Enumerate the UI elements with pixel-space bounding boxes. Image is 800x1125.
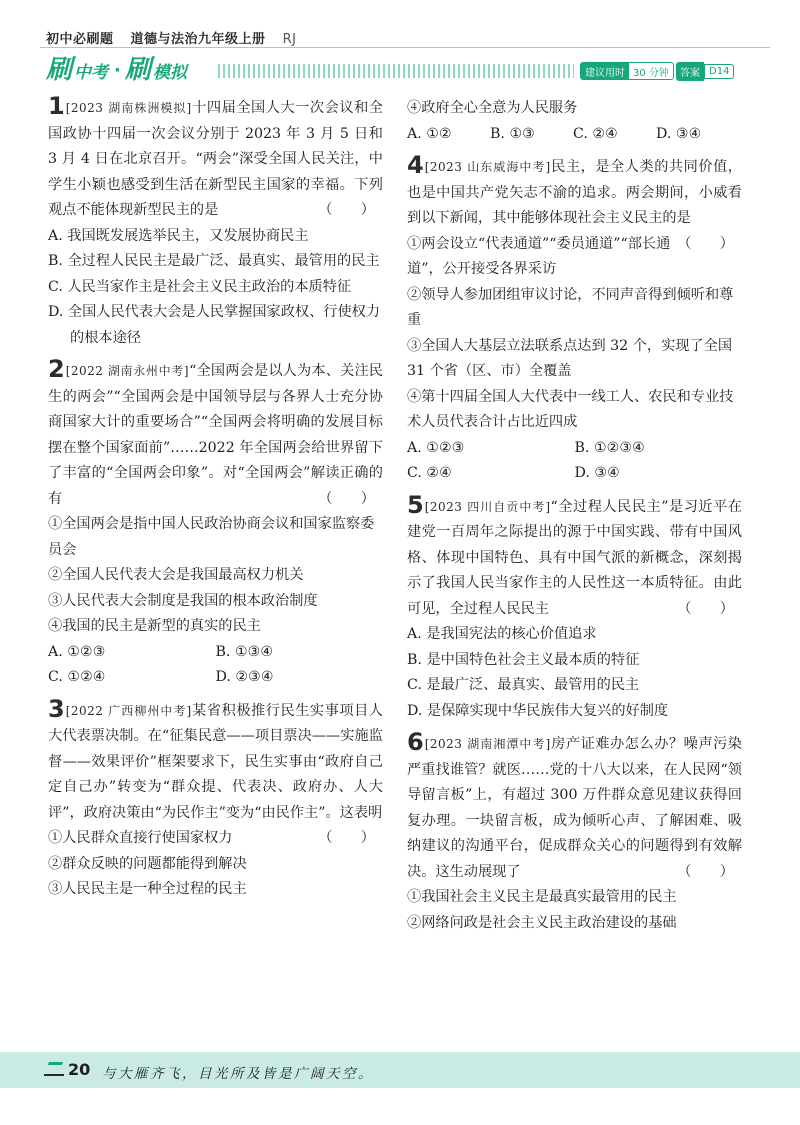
question-text: 十四届全国人大一次会议和全国政协十四届一次会议分别于 2023 年 3 月 5 日和 3 月 4 日在北京召开。“两会”深受全国人民关注，中学生小颖也感受到生活在新型民主国家的幸福。下列观点不能体现新型民主的是: [48, 100, 383, 218]
banner-word-2: 模拟: [152, 62, 187, 83]
answer-blank: （ ）: [318, 202, 375, 218]
suggested-time-badge: [580, 62, 674, 80]
question-4: [407, 151, 742, 487]
choice-row: [407, 436, 742, 462]
question-number: 5: [407, 490, 424, 519]
option-b: B. 是中国特色社会主义最本质的特征: [407, 651, 640, 668]
time-value: 30 分钟: [633, 67, 669, 79]
answer-blank: （ ）: [318, 830, 375, 846]
option-c: C. 是最广泛、最真实、最管用的民主: [407, 677, 640, 693]
right-column: [407, 96, 742, 944]
option-a: A. 我国既发展选举民主，又发展协商民主: [48, 227, 309, 244]
bird-logo-icon: [44, 1062, 64, 1076]
statement-1: ①人民群众直接行使国家权力: [48, 830, 233, 846]
question-3: [48, 694, 383, 903]
question-stem: [48, 92, 383, 224]
statement-4: ④我国的民主是新型的真实的民主: [48, 618, 261, 634]
answer-blank: （ ）: [318, 490, 375, 507]
statement-2: ②领导人参加团组审议讨论，不同声音得到倾听和尊重: [407, 286, 734, 328]
banner-stripes: [218, 64, 574, 78]
question-text: 房产证难办怎么办？噪声污染严重找谁管？就医……党的十八大以来，在人民网“领导留言板”上，有超过 300 万件群众意见建议获得回复办理。一块留言板，成为倾听心声、了解困难、吸纳建议的沟通平台，促成群众关心的问题得到有效解决。这生动展现了: [407, 736, 742, 880]
left-column: [48, 92, 383, 911]
question-number: 4: [407, 151, 424, 179]
question-number: 1: [48, 92, 65, 120]
answer-ref-badge: [676, 62, 734, 80]
choice-c: C. ②④: [573, 125, 618, 142]
option-d: D. 全国人民代表大会是人民掌握国家政权、行使权力的根本途径: [48, 304, 381, 346]
page-number: 20: [68, 1060, 91, 1079]
choice-a: A. ①②③: [48, 643, 106, 660]
page-footer: [0, 1052, 800, 1088]
question-source: [2022 广西柳州中考]: [65, 703, 192, 718]
choice-row: [48, 640, 383, 666]
statement-3: ③全国人大基层立法联系点达到 32 个，实现了全国 31 个省（区、市）全覆盖: [407, 337, 733, 379]
question-stem: [407, 728, 742, 885]
statement-2: ②全国人民代表大会是我国最高权力机关: [48, 567, 304, 583]
statement-4: ④政府全心全意为人民服务: [407, 100, 578, 116]
question-1: [48, 92, 383, 351]
question-text: “全过程人民民主”是习近平在建党一百周年之际提出的源于中国实践、带有中国风格、体现中国特色、具有中国气派的新概念，深刻揭示了我国人民当家作主的人民性这一本质特征。由此可见，全过程人民民主: [407, 498, 742, 617]
option-d: D. 是保障实现中华民族伟大复兴的好制度: [407, 702, 669, 719]
question-source: [2023 四川自贡中考]: [424, 499, 551, 514]
header-meta: [46, 28, 308, 47]
question-stem: [48, 355, 383, 512]
subject-name: 道德与法治九年级上册: [130, 32, 266, 47]
question-text: 民主，是全人类的共同价值，也是中国共产党矢志不渝的追求。两会期间，小威看到以下新闻，其中能够体现社会主义民主的是: [407, 159, 742, 226]
question-5: [407, 490, 742, 725]
banner-char-2: 刷: [124, 55, 151, 85]
page-header: [0, 0, 800, 90]
choice-row: [407, 122, 742, 148]
answer-blank: （ ）: [677, 863, 734, 880]
statement-3: ③人民民主是一种全过程的民主: [48, 881, 247, 897]
header-divider: [40, 47, 770, 48]
choice-d: D. ②③④: [215, 669, 274, 685]
banner-dot: ·: [114, 59, 121, 81]
statement-1: ①我国社会主义民主是最真实最管用的民主: [407, 889, 677, 905]
question-text: 某省积极推行民生实事项目人大代表票决制。在“征集民意——项目票决——实施监督——效果评价”框架要求下，民生实事由“政府自己定自己办”转变为“群众提、代表决、政府办、人大评”，政府决策由“为民作主”变为“由民作主”。这表明: [48, 702, 383, 821]
option-a: A. 是我国宪法的核心价值追求: [407, 626, 597, 642]
statement-4: ④第十四届全国人大代表中一线工人、农民和专业技术人员代表合计占比近四成: [407, 388, 734, 430]
answer-blank: （ ）: [677, 600, 734, 617]
question-number: 3: [48, 694, 65, 723]
question-number: 6: [407, 728, 424, 756]
choice-c: C. ①②④: [48, 669, 106, 685]
choice-d: D. ③④: [574, 465, 620, 481]
statement-2: ②群众反映的问题都能得到解决: [48, 855, 247, 872]
question-stem: [407, 490, 742, 623]
section-banner: [46, 56, 189, 84]
choice-a: A. ①②: [407, 125, 452, 142]
statement-1: ①两会设立“代表通道”“委员通道”“部长通道”，公开接受各界采访: [407, 235, 671, 277]
question-2: [48, 355, 383, 691]
choice-d: D. ③④: [656, 125, 702, 142]
answer-label: 答案: [676, 62, 704, 81]
time-label: 建议用时: [581, 63, 629, 79]
question-source: [2022 湖南永州中考]: [65, 364, 190, 378]
choice-row: [48, 665, 383, 691]
choice-b: B. ①③: [490, 125, 535, 142]
question-3-continued: [407, 96, 742, 147]
choice-b: B. ①③④: [215, 643, 274, 660]
choice-a: A. ①②③: [407, 439, 465, 456]
statement-1: ①全国两会是指中国人民政治协商会议和国家监察委员会: [48, 516, 375, 558]
banner-char-1: 刷: [46, 55, 73, 85]
question-text: “全国两会是以人为本、关注民生的两会”“全国两会是中国领导层与各界人士充分协商国家大计的重要场合”“全国两会将明确的发展目标摆在整个国家面前”……2022 年全国两会给世界留下了丰富的“全国两会印象”。对“全国两会”解读正确的有: [48, 363, 383, 507]
choice-b: B. ①②③④: [574, 439, 645, 456]
choice-c: C. ②④: [407, 465, 452, 481]
footer-motto: 与大雁齐飞，目光所及皆是广阔天空。: [102, 1066, 374, 1082]
statement-2: ②网络问政是社会主义民主政治建设的基础: [407, 914, 677, 931]
choice-row: [407, 461, 742, 487]
option-c: C. 人民当家作主是社会主义民主政治的本质特征: [48, 278, 352, 295]
question-6: [407, 728, 742, 936]
answer-value: D14: [704, 64, 734, 79]
question-stem: [407, 151, 742, 252]
question-number: 2: [48, 355, 65, 383]
series-name: 初中必刷题: [46, 32, 114, 47]
answer-blank: （ ）: [677, 235, 734, 252]
question-source: [2023 湖南株洲模拟]: [65, 101, 192, 115]
banner-word-1: 中考: [74, 62, 109, 83]
question-source: [2023 湖南湘潭中考]: [424, 737, 551, 751]
statement-3: ③人民代表大会制度是我国的根本政治制度: [48, 592, 318, 609]
question-source: [2023 山东威海中考]: [424, 160, 551, 174]
edition-tag: RJ: [282, 32, 297, 47]
option-b: B. 全过程人民民主是最广泛、最真实、最管用的民主: [48, 253, 380, 269]
